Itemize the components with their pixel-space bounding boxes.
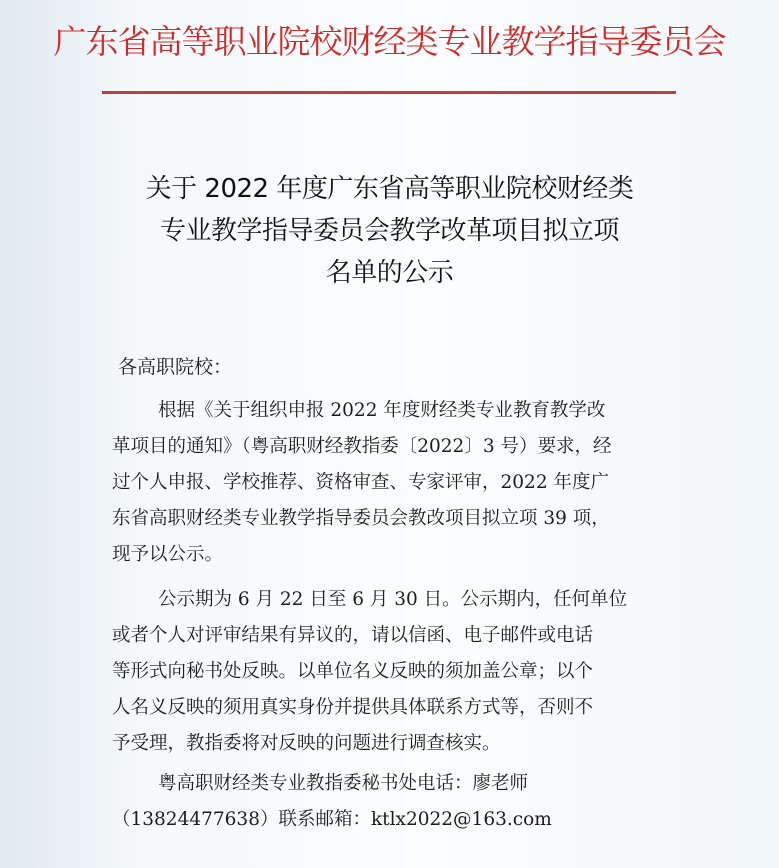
paragraph-line: 等形式向秘书处反映。以单位名义反映的须加盖公章；以个 bbox=[112, 661, 594, 682]
paragraph-line: 或者个人对评审结果有异议的，请以信函、电子邮件或电话 bbox=[112, 625, 594, 646]
paragraph-line: 公示期为 6 月 22 日至 6 月 30 日。公示期内，任何单位 bbox=[158, 589, 628, 610]
paragraph-line: 予受理，教指委将对反映的问题进行调查核实。 bbox=[112, 733, 501, 754]
letterhead-red-rule bbox=[102, 91, 676, 94]
paragraph-line: 东省高职财经类专业教学指导委员会教改项目拟立项 39 项， bbox=[112, 508, 610, 529]
paragraph-line: 现予以公示。 bbox=[112, 544, 224, 565]
paragraph-line: 革项目的通知》（粤高职财经教指委〔2022〕3 号）要求，经 bbox=[112, 436, 612, 457]
paragraph-contact bbox=[112, 766, 552, 838]
paragraph-line: 过个人申报、学校推荐、资格审查、专家评审，2022 年度广 bbox=[112, 472, 609, 493]
contact-phone-line: 粤高职财经类专业教指委秘书处电话：廖老师 bbox=[158, 773, 529, 794]
paragraph-line: 根据《关于组织申报 2022 年度财经类专业教育教学改 bbox=[158, 400, 606, 421]
document-title bbox=[0, 168, 779, 294]
paragraph-publicity-period bbox=[112, 582, 627, 762]
document-title-line: 名单的公示 bbox=[325, 258, 454, 288]
salutation: 各高职院校： bbox=[118, 356, 233, 378]
paragraph-basis bbox=[112, 393, 611, 573]
document-title-line: 专业教学指导委员会教学改革项目拟立项 bbox=[159, 216, 619, 246]
paragraph-line: 人名义反映的须用真实身份并提供具体联系方式等，否则不 bbox=[112, 697, 594, 718]
org-letterhead-title: 广东省高等职业院校财经类专业教学指导委员会 bbox=[53, 22, 726, 61]
contact-email-line: （13824477638）联系邮箱：ktlx2022@163.com bbox=[112, 809, 552, 830]
document-title-line: 关于 2022 年度广东省高等职业院校财经类 bbox=[145, 174, 634, 204]
